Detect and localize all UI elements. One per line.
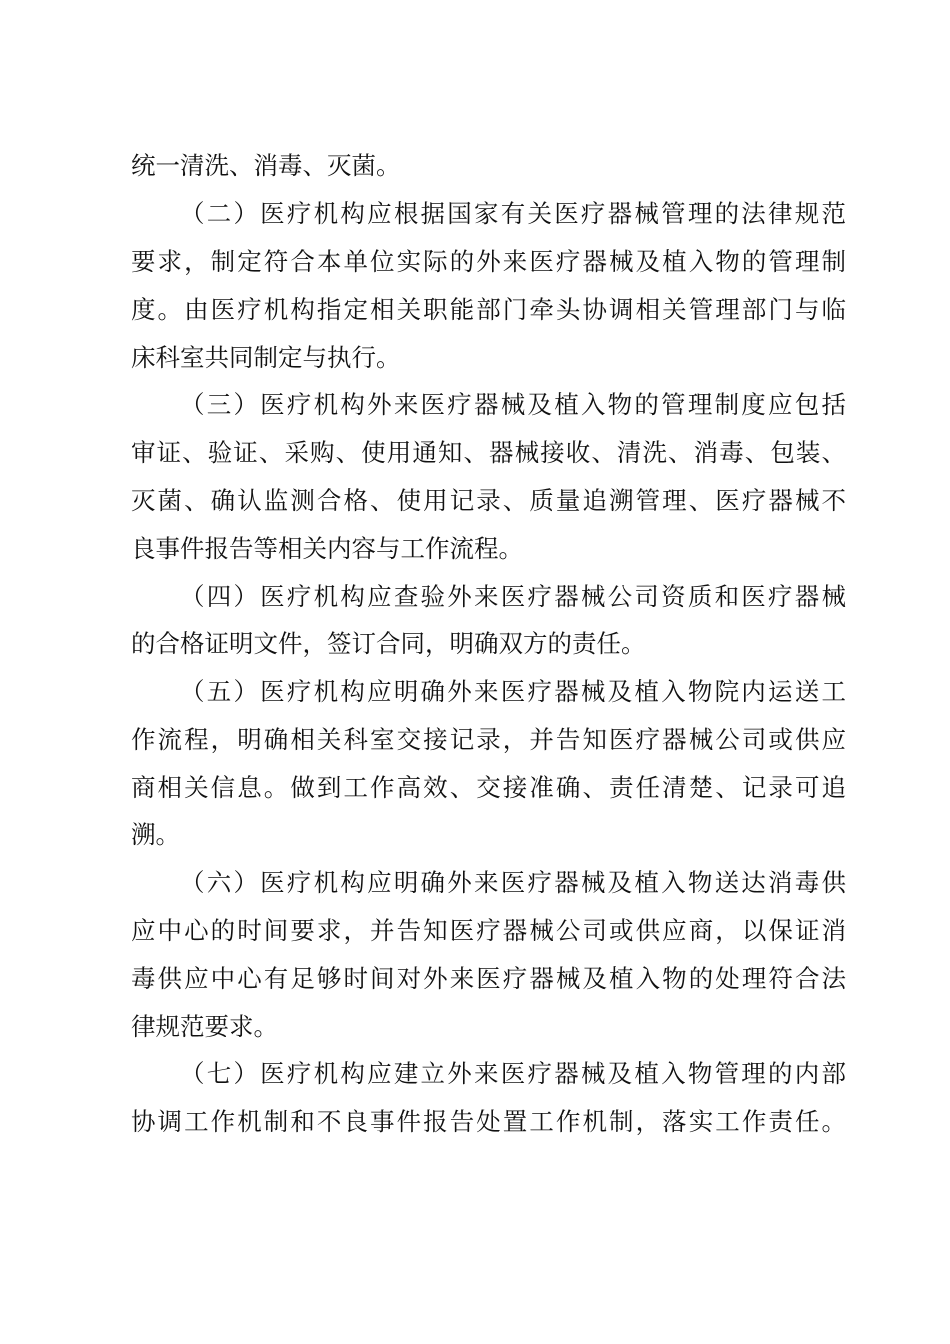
text-line: 协调工作机制和不良事件报告处置工作机制，落实工作责任。: [131, 1107, 846, 1136]
text-line: 要求，制定符合本单位实际的外来医疗器械及植入物的管理制: [131, 247, 846, 276]
text-line: 应中心的时间要求，并告知医疗器械公司或供应商，以保证消: [131, 916, 846, 945]
text-line: 良事件报告等相关内容与工作流程。: [131, 534, 523, 563]
text-line: 溯。: [131, 820, 180, 849]
text-line: 作流程，明确相关科室交接记录，并告知医疗器械公司或供应: [131, 725, 846, 754]
text-line: 律规范要求。: [131, 1012, 278, 1041]
text-line: 度。由医疗机构指定相关职能部门牵头协调相关管理部门与临: [131, 295, 846, 324]
text-line: 统一清洗、消毒、灭菌。: [131, 151, 401, 180]
paragraph-4-first-line: （四）医疗机构应查验外来医疗器械公司资质和医疗器械: [180, 582, 846, 611]
text-line: 毒供应中心有足够时间对外来医疗器械及植入物的处理符合法: [131, 964, 846, 993]
text-line: 的合格证明文件，签订合同，明确双方的责任。: [131, 629, 646, 658]
text-line: 审证、验证、采购、使用通知、器械接收、清洗、消毒、包装、: [131, 438, 846, 467]
text-line: 商相关信息。做到工作高效、交接准确、责任清楚、记录可追: [131, 773, 846, 802]
paragraph-6-first-line: （六）医疗机构应明确外来医疗器械及植入物送达消毒供: [180, 868, 846, 897]
paragraph-7-first-line: （七）医疗机构应建立外来医疗器械及植入物管理的内部: [180, 1059, 846, 1088]
paragraph-5-first-line: （五）医疗机构应明确外来医疗器械及植入物院内运送工: [180, 677, 846, 706]
paragraph-3-first-line: （三）医疗机构外来医疗器械及植入物的管理制度应包括: [180, 390, 846, 419]
paragraph-2-first-line: （二）医疗机构应根据国家有关医疗器械管理的法律规范: [180, 199, 846, 228]
text-line: 灭菌、确认监测合格、使用记录、质量追溯管理、医疗器械不: [131, 486, 846, 515]
text-line: 床科室共同制定与执行。: [131, 343, 401, 372]
